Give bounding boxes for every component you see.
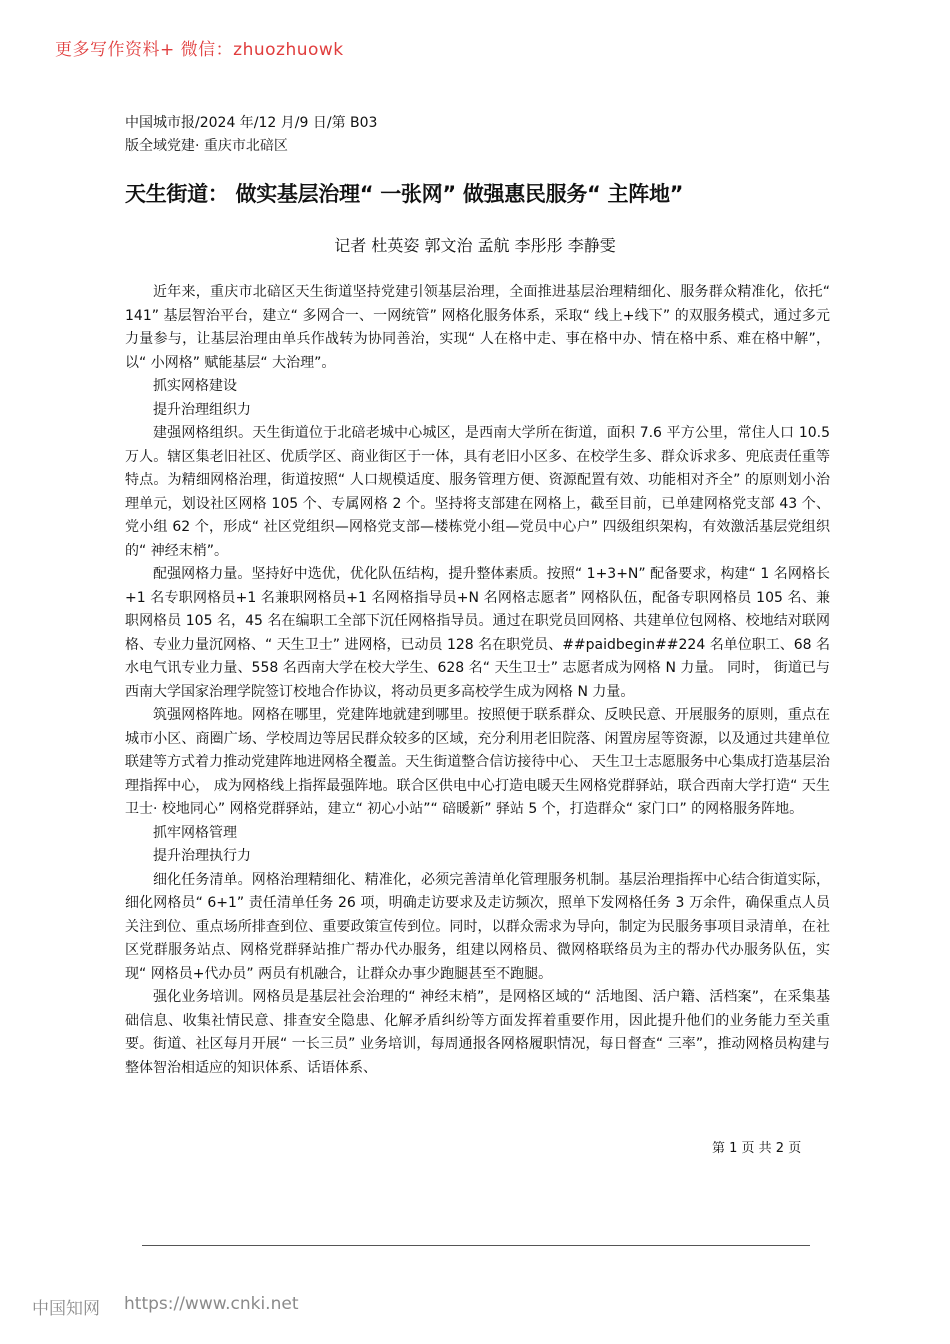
section-heading: 抓牢网格管理 bbox=[153, 824, 237, 841]
footer-divider bbox=[142, 1245, 810, 1246]
article-title: 天生街道： 做实基层治理“ 一张网” 做强惠民服务“ 主阵地” bbox=[125, 182, 684, 206]
site-name: 中国知网 bbox=[32, 1299, 100, 1319]
byline: 记者 杜英姿 郭文治 孟航 李彤彤 李静雯 bbox=[334, 236, 616, 255]
source-line-2: 版全域党建· 重庆市北碚区 bbox=[125, 138, 288, 154]
source-line-1: 中国城市报/2024 年/12 月/9 日/第 B03 bbox=[125, 115, 378, 131]
source-info bbox=[125, 112, 825, 158]
page-indicator: 第 1 页 共 2 页 bbox=[712, 1141, 802, 1156]
section-subheading: 提升治理组织力 bbox=[153, 401, 251, 418]
promo-banner: 更多写作资料+ 微信：zhuozhuowk bbox=[55, 40, 344, 60]
paragraph: 强化业务培训。网格员是基层社会治理的“ 神经末梢”，是网格区域的“ 活地图、活户籍、活档案”，在采集基础信息、收集社情民意、排查安全隐患、化解矛盾纠纷等方面发挥着重要作用，因此提升他们的业务能力至关重要。街道、社区每月开展“ 一长三员” 业务培训，每周通报各网格履职情况，每日督查“ 三率”，推动网格员构建与整体智治相适应的知识体系、话语体系、 bbox=[125, 989, 830, 1076]
paragraph-intro: 近年来，重庆市北碚区天生街道坚持党建引领基层治理，全面推进基层治理精细化、服务群众精准化，依托“ 141” 基层智治平台，建立“ 多网合一、一网统管” 网格化服务体系，采取“ 线上+线下” 的双服务模式，通过多元力量参与，让基层治理由单兵作战转为协同善治，实现“ 人在格中走、事在格中办、情在格中系、难在格中解”，以“ 小网格” 赋能基层“ 大治理”。 bbox=[125, 284, 830, 371]
site-url[interactable]: https://www.cnki.net bbox=[124, 1294, 299, 1314]
paragraph: 配强网格力量。坚持好中选优，优化队伍结构，提升整体素质。按照“ 1+3+N” 配备要求，构建“ 1 名网格长+1 名专职网格员+1 名兼职网格员+1 名网格指导员+N 名网格志愿者” 网格队伍，配备专职网格员 105 名、兼职网格员 105 名，45 名在编职工全部下沉任网格指导员。通过在职党员回网格、共建单位包网格、校地结对联网格、专业力量沉网格、“ 天生卫士” 进网格，已动员 128 名在职党员、##paidbegin##224 名单位职工、68 名水电气讯专业力量、558 名西南大学在校大学生、628 名“ 天生卫士” 志愿者成为网格 N 力量。 同时， 街道已与西南大学国家治理学院签订校地合作协议，将动员更多高校学生成为网格 N 力量。 bbox=[125, 566, 830, 700]
paragraph: 建强网格组织。天生街道位于北碚老城中心城区，是西南大学所在街道，面积 7.6 平方公里，常住人口 10.5 万人。辖区集老旧社区、优质学区、商业街区于一体，具有老旧小区多、在校学生多、群众诉求多、兜底责任重等特点。为精细网格治理，街道按照“ 人口规模适度、服务管理方便、资源配置有效、功能相对齐全” 的原则划小治理单元，划设社区网格 105 个、专属网格 2 个。坚持将支部建在网格上，截至目前，已单建网格党支部 43 个、党小组 62 个，形成“ 社区党组织—网格党支部—楼栋党小组—党员中心户” 四级组织架构，有效激活基层党组织的“ 神经末梢”。 bbox=[125, 425, 830, 559]
article-body bbox=[125, 281, 830, 1080]
section-heading: 抓实网格建设 bbox=[153, 378, 237, 394]
footer bbox=[32, 1294, 298, 1319]
paragraph: 筑强网格阵地。网格在哪里，党建阵地就建到哪里。按照便于联系群众、反映民意、开展服务的原则，重点在城市小区、商圈广场、学校周边等居民群众较多的区域，充分利用老旧院落、闲置房屋等资源，以及通过共建单位联建等方式着力推动党建阵地进网格全覆盖。天生街道整合信访接待中心、 天生卫士志愿服务中心集成打造基层治理指挥中心， 成为网格线上指挥最强阵地。联合区供电中心打造电暖天生网格党群驿站，联合西南大学打造“ 天生卫士· 校地同心” 网格党群驿站，建立“ 初心小站”“ 碚暖新” 驿站 5 个，打造群众“ 家门口” 的网格服务阵地。 bbox=[125, 707, 830, 817]
section-subheading: 提升治理执行力 bbox=[153, 848, 251, 864]
paragraph: 细化任务清单。网格治理精细化、精准化，必须完善清单化管理服务机制。基层治理指挥中心结合街道实际，细化网格员“ 6+1” 责任清单任务 26 项，明确走访要求及走访频次，照单下发网格任务 3 万余件，确保重点人员关注到位、重点场所排查到位、重要政策宣传到位。同时，以群众需求为导向，制定为民服务事项目录清单，在社区党群服务站点、网格党群驿站推广帮办代办服务，组建以网格员、微网格联络员为主的帮办代办服务队伍，实现“ 网格员+代办员” 两员有机融合，让群众办事少跑腿甚至不跑腿。 bbox=[125, 871, 830, 982]
